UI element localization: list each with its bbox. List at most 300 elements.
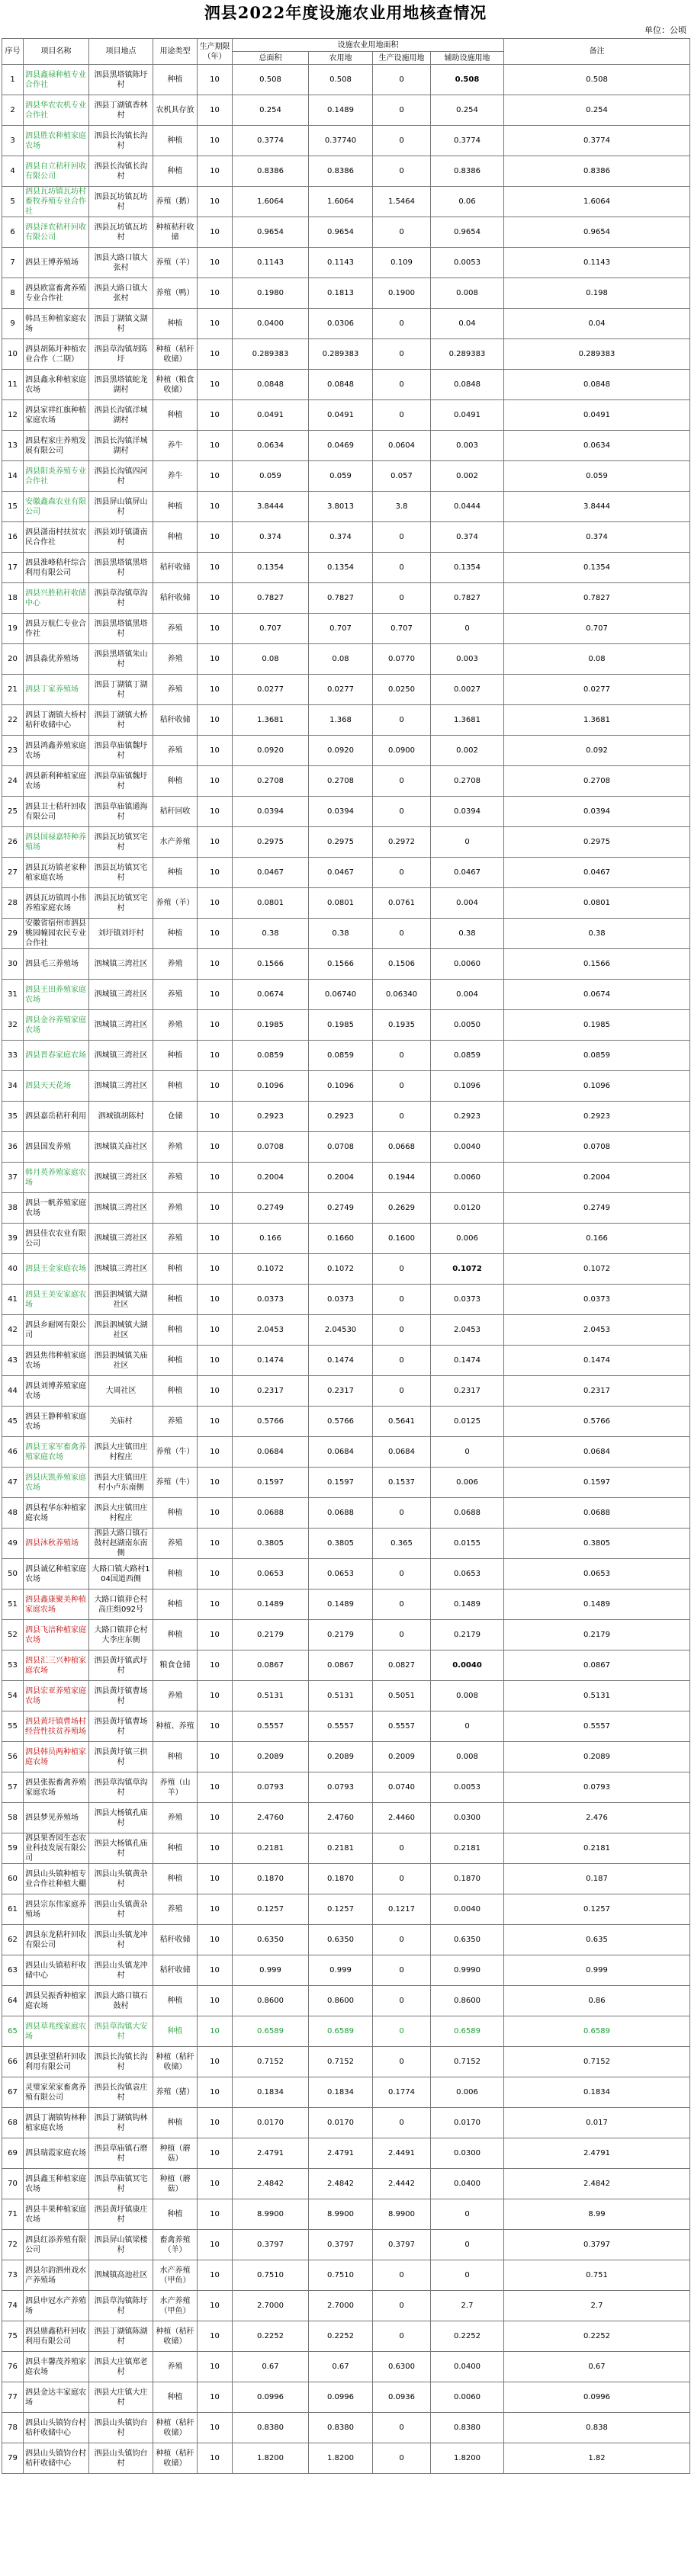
cell-type: 种植（秸秆收储） <box>153 2443 198 2474</box>
table-row <box>2 339 690 370</box>
cell-period: 10 <box>198 492 233 522</box>
cell-name: 泗县程家庄养殖发展有限公司 <box>24 431 89 461</box>
cell-period: 10 <box>198 1498 233 1529</box>
cell-aux: 0.0050 <box>431 1010 504 1041</box>
cell-total: 0.1489 <box>233 1590 309 1620</box>
cell-name: 泗县鼎鑫秸秆回收利用有限公司 <box>24 2321 89 2352</box>
cell-seq: 64 <box>2 1986 24 2016</box>
cell-total: 0.6350 <box>233 1925 309 1955</box>
cell-location: 泗县草庙镇通海村 <box>89 797 153 827</box>
table-row <box>2 2016 690 2047</box>
cell-note: 0.0674 <box>504 980 690 1010</box>
cell-period: 10 <box>198 766 233 797</box>
cell-type: 种植 <box>153 65 198 95</box>
cell-aux: 0.0053 <box>431 248 504 278</box>
cell-farmland: 0.374 <box>309 522 373 553</box>
cell-seq: 23 <box>2 736 24 766</box>
cell-farmland: 0.0653 <box>309 1559 373 1590</box>
cell-period: 10 <box>198 1833 233 1864</box>
table-row <box>2 1833 690 1864</box>
cell-farmland: 0.3805 <box>309 1529 373 1559</box>
cell-name: 泗县新利种植家庭农场 <box>24 766 89 797</box>
cell-farmland: 0.2252 <box>309 2321 373 2352</box>
cell-total: 0.2975 <box>233 827 309 858</box>
cell-name: 泗县程华东种植家庭农场 <box>24 1498 89 1529</box>
cell-farmland: 0.7827 <box>309 583 373 614</box>
table-row <box>2 278 690 309</box>
cell-name: 泗县瑞霞家庭农场 <box>24 2138 89 2169</box>
cell-type: 养殖 <box>153 614 198 644</box>
cell-aux: 0.1096 <box>431 1071 504 1102</box>
cell-note: 0.166 <box>504 1224 690 1254</box>
cell-note: 0.0688 <box>504 1498 690 1529</box>
cell-seq: 52 <box>2 1620 24 1651</box>
cell-type: 种植 <box>153 1986 198 2016</box>
cell-aux: 0.006 <box>431 1224 504 1254</box>
cell-seq: 35 <box>2 1102 24 1132</box>
cell-period: 10 <box>198 644 233 675</box>
table-row <box>2 1102 690 1132</box>
cell-note: 2.476 <box>504 1803 690 1833</box>
table-row <box>2 1071 690 1102</box>
cell-farmland: 0.5557 <box>309 1711 373 1742</box>
cell-farmland: 0.0170 <box>309 2108 373 2138</box>
cell-farmland: 0.5766 <box>309 1407 373 1437</box>
cell-seq: 69 <box>2 2138 24 2169</box>
cell-aux: 0.0394 <box>431 797 504 827</box>
cell-farmland: 0.1597 <box>309 1468 373 1498</box>
cell-facility: 0.06340 <box>373 980 431 1010</box>
cell-total: 0.3805 <box>233 1529 309 1559</box>
cell-aux: 0 <box>431 1437 504 1468</box>
cell-period: 10 <box>198 980 233 1010</box>
cell-facility: 0.1935 <box>373 1010 431 1041</box>
cell-period: 10 <box>198 1986 233 2016</box>
table-row <box>2 156 690 187</box>
cell-name: 泗县黄圩镇曹场村经营性扶贫养殖场 <box>24 1711 89 1742</box>
cell-note: 0.092 <box>504 736 690 766</box>
cell-note: 0.2923 <box>504 1102 690 1132</box>
cell-total: 0.0848 <box>233 370 309 400</box>
cell-note: 0.1834 <box>504 2077 690 2108</box>
cell-seq: 50 <box>2 1559 24 1590</box>
cell-type: 种植 <box>153 1254 198 1285</box>
cell-farmland: 0.0306 <box>309 309 373 339</box>
cell-farmland: 2.4842 <box>309 2169 373 2199</box>
cell-type: 养殖 <box>153 1010 198 1041</box>
cell-aux: 0.0373 <box>431 1285 504 1315</box>
cell-name: 韩昌玉种植家庭农场 <box>24 309 89 339</box>
cell-period: 10 <box>198 2230 233 2260</box>
cell-note: 0.2252 <box>504 2321 690 2352</box>
cell-location: 泗县长沟镇长沟村 <box>89 2047 153 2077</box>
table-row <box>2 2413 690 2443</box>
cell-name: 泗县泽农秸秆回收有限公司 <box>24 217 89 248</box>
cell-type: 种植 <box>153 1833 198 1864</box>
cell-farmland: 0.8600 <box>309 1986 373 2016</box>
cell-location: 泗县丁湖镇丁湖村 <box>89 675 153 705</box>
cell-location: 泗县山头镇黄杂村 <box>89 1864 153 1894</box>
cell-note: 0.0373 <box>504 1285 690 1315</box>
cell-type: 种植 <box>153 1315 198 1346</box>
cell-period: 10 <box>198 2108 233 2138</box>
table-row <box>2 2108 690 2138</box>
table-row <box>2 2321 690 2352</box>
cell-total: 0.0491 <box>233 400 309 431</box>
cell-location: 泗城镇三湾社区 <box>89 1193 153 1224</box>
cell-location: 泗县瓦坊镇瓦坊村 <box>89 187 153 217</box>
cell-note: 0.7827 <box>504 583 690 614</box>
cell-facility: 0 <box>373 2291 431 2321</box>
cell-facility: 0 <box>373 2443 431 2474</box>
cell-aux: 0.008 <box>431 1681 504 1711</box>
cell-seq: 66 <box>2 2047 24 2077</box>
cell-aux: 0.0653 <box>431 1559 504 1590</box>
cell-type: 养殖 <box>153 949 198 980</box>
cell-name: 泗县鑫永种植家庭农场 <box>24 370 89 400</box>
cell-period: 10 <box>198 583 233 614</box>
cell-note: 0.0653 <box>504 1559 690 1590</box>
cell-seq: 40 <box>2 1254 24 1285</box>
cell-aux: 0.2923 <box>431 1102 504 1132</box>
cell-name: 泗县晋春家庭农场 <box>24 1041 89 1071</box>
cell-note: 3.8444 <box>504 492 690 522</box>
cell-note: 0.999 <box>504 1955 690 1986</box>
cell-note: 0.2089 <box>504 1742 690 1772</box>
cell-seq: 21 <box>2 675 24 705</box>
cell-name: 泗县国禄嘉特种养殖场 <box>24 827 89 858</box>
table-row <box>2 400 690 431</box>
cell-farmland: 0.3797 <box>309 2230 373 2260</box>
cell-period: 10 <box>198 1772 233 1803</box>
cell-seq: 56 <box>2 1742 24 1772</box>
table-row <box>2 1010 690 1041</box>
cell-note: 0.2749 <box>504 1193 690 1224</box>
cell-period: 10 <box>198 370 233 400</box>
table-row <box>2 2047 690 2077</box>
cell-total: 1.8200 <box>233 2443 309 2474</box>
cell-seq: 61 <box>2 1894 24 1925</box>
cell-facility: 0.0827 <box>373 1651 431 1681</box>
cell-note: 0.8386 <box>504 156 690 187</box>
cell-aux: 0.8600 <box>431 1986 504 2016</box>
table-row <box>2 2291 690 2321</box>
cell-seq: 65 <box>2 2016 24 2047</box>
cell-location: 泗县泗城镇大湖社区 <box>89 1285 153 1315</box>
cell-aux: 0.06 <box>431 187 504 217</box>
cell-name: 泗县鑫康聚美种植家庭农场 <box>24 1590 89 1620</box>
cell-note: 0.1354 <box>504 553 690 583</box>
cell-facility: 0 <box>373 705 431 736</box>
cell-aux: 0.0859 <box>431 1041 504 1071</box>
cell-aux: 0.1870 <box>431 1864 504 1894</box>
cell-location: 泗县屏山镇屏山村 <box>89 492 153 522</box>
cell-aux: 0.003 <box>431 431 504 461</box>
cell-type: 养殖 <box>153 675 198 705</box>
cell-farmland: 0.2181 <box>309 1833 373 1864</box>
cell-type: 粮食仓储 <box>153 1651 198 1681</box>
cell-name: 泗县潇南村扶贫农民合作社 <box>24 522 89 553</box>
cell-location: 泗县黄圩镇曹场村 <box>89 1711 153 1742</box>
cell-aux: 0.0300 <box>431 1803 504 1833</box>
cell-note: 0.017 <box>504 2108 690 2138</box>
table-body <box>2 65 690 2474</box>
table-row <box>2 2382 690 2413</box>
cell-facility: 0.0684 <box>373 1437 431 1468</box>
cell-total: 0.508 <box>233 65 309 95</box>
cell-total: 0.0793 <box>233 1772 309 1803</box>
cell-note: 0.86 <box>504 1986 690 2016</box>
cell-name: 泗县一帆养殖家庭农场 <box>24 1193 89 1224</box>
cell-note: 2.4791 <box>504 2138 690 2169</box>
table-row <box>2 1590 690 1620</box>
cell-total: 0.2089 <box>233 1742 309 1772</box>
cell-period: 10 <box>198 614 233 644</box>
cell-seq: 72 <box>2 2230 24 2260</box>
header-type: 用途类型 <box>153 39 198 65</box>
cell-farmland: 0.0491 <box>309 400 373 431</box>
table-row <box>2 675 690 705</box>
cell-type: 种植（秸秆收储） <box>153 339 198 370</box>
cell-period: 10 <box>198 248 233 278</box>
cell-seq: 38 <box>2 1193 24 1224</box>
cell-type: 种植 <box>153 1346 198 1376</box>
table-row <box>2 2077 690 2108</box>
cell-note: 0.254 <box>504 95 690 126</box>
table-row <box>2 827 690 858</box>
cell-seq: 47 <box>2 1468 24 1498</box>
cell-note: 0.0859 <box>504 1041 690 1071</box>
cell-name: 泗县胡陈圩种植农业合作（二期） <box>24 339 89 370</box>
cell-location: 泗城镇三湾社区 <box>89 1163 153 1193</box>
cell-facility: 0 <box>373 858 431 888</box>
table-row <box>2 492 690 522</box>
cell-farmland: 0.1813 <box>309 278 373 309</box>
cell-note: 2.0453 <box>504 1315 690 1346</box>
cell-period: 10 <box>198 858 233 888</box>
cell-facility: 0.3797 <box>373 2230 431 2260</box>
cell-note: 0.9654 <box>504 217 690 248</box>
cell-type: 水产养殖（甲鱼） <box>153 2291 198 2321</box>
cell-location: 泗县泗城镇关庙社区 <box>89 1346 153 1376</box>
table-row <box>2 2352 690 2382</box>
cell-location: 泗城镇三湾社区 <box>89 949 153 980</box>
cell-period: 10 <box>198 1468 233 1498</box>
cell-name: 泗县鑫禄种植专业合作社 <box>24 65 89 95</box>
cell-farmland: 0.0277 <box>309 675 373 705</box>
cell-name: 泗县丰馨茂养殖家庭农场 <box>24 2352 89 2382</box>
cell-total: 0.2179 <box>233 1620 309 1651</box>
cell-note: 0.635 <box>504 1925 690 1955</box>
cell-total: 0.1985 <box>233 1010 309 1041</box>
cell-seq: 13 <box>2 431 24 461</box>
table-row <box>2 2199 690 2230</box>
cell-seq: 9 <box>2 309 24 339</box>
cell-name: 泗县汇三兴种植家庭农场 <box>24 1651 89 1681</box>
cell-farmland: 2.7000 <box>309 2291 373 2321</box>
table-row <box>2 797 690 827</box>
cell-note: 0.059 <box>504 461 690 492</box>
cell-period: 10 <box>198 1041 233 1071</box>
cell-note: 0.1566 <box>504 949 690 980</box>
cell-total: 2.0453 <box>233 1315 309 1346</box>
cell-aux: 0.1354 <box>431 553 504 583</box>
cell-location: 泗县黄圩镇武圩村 <box>89 1651 153 1681</box>
table-row <box>2 1955 690 1986</box>
table-row <box>2 1498 690 1529</box>
header-facility: 生产设施用地 <box>373 52 431 65</box>
header-name: 项目名称 <box>24 39 89 65</box>
cell-seq: 73 <box>2 2260 24 2291</box>
cell-total: 0.0170 <box>233 2108 309 2138</box>
cell-location: 泗县屏山镇梁楼村 <box>89 2230 153 2260</box>
cell-period: 10 <box>198 2382 233 2413</box>
cell-location: 泗城镇三湾社区 <box>89 1071 153 1102</box>
cell-seq: 41 <box>2 1285 24 1315</box>
cell-facility: 0.0740 <box>373 1772 431 1803</box>
cell-farmland: 0.38 <box>309 919 373 949</box>
cell-note: 0.7152 <box>504 2047 690 2077</box>
cell-name: 泗县丰果种植家庭农场 <box>24 2199 89 2230</box>
cell-facility: 0 <box>373 797 431 827</box>
cell-type: 秸秆收储 <box>153 553 198 583</box>
cell-farmland: 1.6064 <box>309 187 373 217</box>
cell-type: 种植 <box>153 1498 198 1529</box>
cell-total: 0.0801 <box>233 888 309 919</box>
cell-seq: 6 <box>2 217 24 248</box>
cell-facility: 0.1600 <box>373 1224 431 1254</box>
cell-note: 0.1072 <box>504 1254 690 1285</box>
cell-aux: 0.6589 <box>431 2016 504 2047</box>
cell-seq: 2 <box>2 95 24 126</box>
cell-note: 0.1257 <box>504 1894 690 1925</box>
cell-name: 灵璧家荣家畜禽养殖有限公司 <box>24 2077 89 2108</box>
cell-location: 泗县大路口镇石鼓村赵湖南东南侧 <box>89 1529 153 1559</box>
cell-note: 2.4842 <box>504 2169 690 2199</box>
cell-facility: 0 <box>373 1559 431 1590</box>
cell-period: 10 <box>198 1193 233 1224</box>
cell-facility: 2.4491 <box>373 2138 431 2169</box>
cell-note: 0.6589 <box>504 2016 690 2047</box>
table-row <box>2 1772 690 1803</box>
cell-total: 0.6589 <box>233 2016 309 2047</box>
table-row <box>2 1651 690 1681</box>
cell-facility: 0 <box>373 1620 431 1651</box>
cell-facility: 0 <box>373 1925 431 1955</box>
cell-seq: 10 <box>2 339 24 370</box>
cell-period: 10 <box>198 553 233 583</box>
cell-note: 0.508 <box>504 65 690 95</box>
cell-type: 养殖 <box>153 1193 198 1224</box>
cell-total: 0.7510 <box>233 2260 309 2291</box>
cell-location: 泗县山头镇钧台村 <box>89 2413 153 2443</box>
cell-facility: 3.8 <box>373 492 431 522</box>
table-row <box>2 1376 690 1407</box>
cell-farmland: 0.0467 <box>309 858 373 888</box>
table-row <box>2 644 690 675</box>
cell-farmland: 0.0867 <box>309 1651 373 1681</box>
cell-total: 0.254 <box>233 95 309 126</box>
cell-facility: 0.0761 <box>373 888 431 919</box>
cell-type: 秸秆收储 <box>153 705 198 736</box>
cell-aux: 0.7827 <box>431 583 504 614</box>
cell-facility: 0 <box>373 1864 431 1894</box>
cell-type: 养殖（牛） <box>153 1468 198 1498</box>
cell-aux: 0.004 <box>431 980 504 1010</box>
cell-total: 0.2708 <box>233 766 309 797</box>
cell-farmland: 0.0920 <box>309 736 373 766</box>
cell-seq: 12 <box>2 400 24 431</box>
cell-location: 泗城镇三湾社区 <box>89 980 153 1010</box>
cell-farmland: 0.0708 <box>309 1132 373 1163</box>
cell-seq: 27 <box>2 858 24 888</box>
cell-total: 2.4791 <box>233 2138 309 2169</box>
cell-note: 0.67 <box>504 2352 690 2382</box>
cell-type: 养牛 <box>153 431 198 461</box>
cell-note: 0.838 <box>504 2413 690 2443</box>
cell-seq: 25 <box>2 797 24 827</box>
cell-aux: 0.0491 <box>431 400 504 431</box>
cell-name: 泗县宏亚养殖家庭农场 <box>24 1681 89 1711</box>
cell-period: 10 <box>198 2169 233 2199</box>
cell-period: 10 <box>198 705 233 736</box>
cell-note: 0.5766 <box>504 1407 690 1437</box>
cell-period: 10 <box>198 431 233 461</box>
cell-period: 10 <box>198 2016 233 2047</box>
table-row <box>2 736 690 766</box>
cell-facility: 0 <box>373 400 431 431</box>
cell-farmland: 0.1660 <box>309 1224 373 1254</box>
cell-note: 0.2179 <box>504 1620 690 1651</box>
cell-total: 0.7827 <box>233 583 309 614</box>
cell-facility: 0 <box>373 309 431 339</box>
cell-type: 养殖 <box>153 1894 198 1925</box>
cell-aux: 0.0400 <box>431 2352 504 2382</box>
cell-location: 泗县大路口镇大张村 <box>89 248 153 278</box>
cell-location: 泗县黄圩镇三拱村 <box>89 1742 153 1772</box>
cell-type: 种植（蘑菇） <box>153 2138 198 2169</box>
cell-seq: 17 <box>2 553 24 583</box>
cell-name: 泗县尔韵泗州戏水产养殖场 <box>24 2260 89 2291</box>
cell-note: 0.3805 <box>504 1529 690 1559</box>
cell-period: 10 <box>198 1102 233 1132</box>
cell-farmland: 0.0848 <box>309 370 373 400</box>
cell-location: 泗县草沟镇陈圩村 <box>89 2291 153 2321</box>
cell-seq: 70 <box>2 2169 24 2199</box>
cell-period: 10 <box>198 675 233 705</box>
cell-type: 种植（秸秆收储） <box>153 2413 198 2443</box>
cell-period: 10 <box>198 2291 233 2321</box>
cell-note: 0.0848 <box>504 370 690 400</box>
cell-facility: 0.0668 <box>373 1132 431 1163</box>
cell-name: 安徽省宿州市泗县桃园幢园农民专业合作社 <box>24 919 89 949</box>
cell-aux: 0.0848 <box>431 370 504 400</box>
cell-name: 泗县华农农机专业合作社 <box>24 95 89 126</box>
cell-farmland: 0.0996 <box>309 2382 373 2413</box>
cell-name: 泗县佳农农业有限公司 <box>24 1224 89 1254</box>
cell-total: 0.8600 <box>233 1986 309 2016</box>
cell-type: 种植 <box>153 1071 198 1102</box>
table-row <box>2 1224 690 1254</box>
cell-period: 10 <box>198 1864 233 1894</box>
cell-name: 泗县山头镇种植专业合作社种植大棚 <box>24 1864 89 1894</box>
cell-period: 10 <box>198 95 233 126</box>
cell-period: 10 <box>198 309 233 339</box>
table-row <box>2 888 690 919</box>
cell-aux: 0 <box>431 827 504 858</box>
cell-farmland: 0.0859 <box>309 1041 373 1071</box>
table-row <box>2 2138 690 2169</box>
